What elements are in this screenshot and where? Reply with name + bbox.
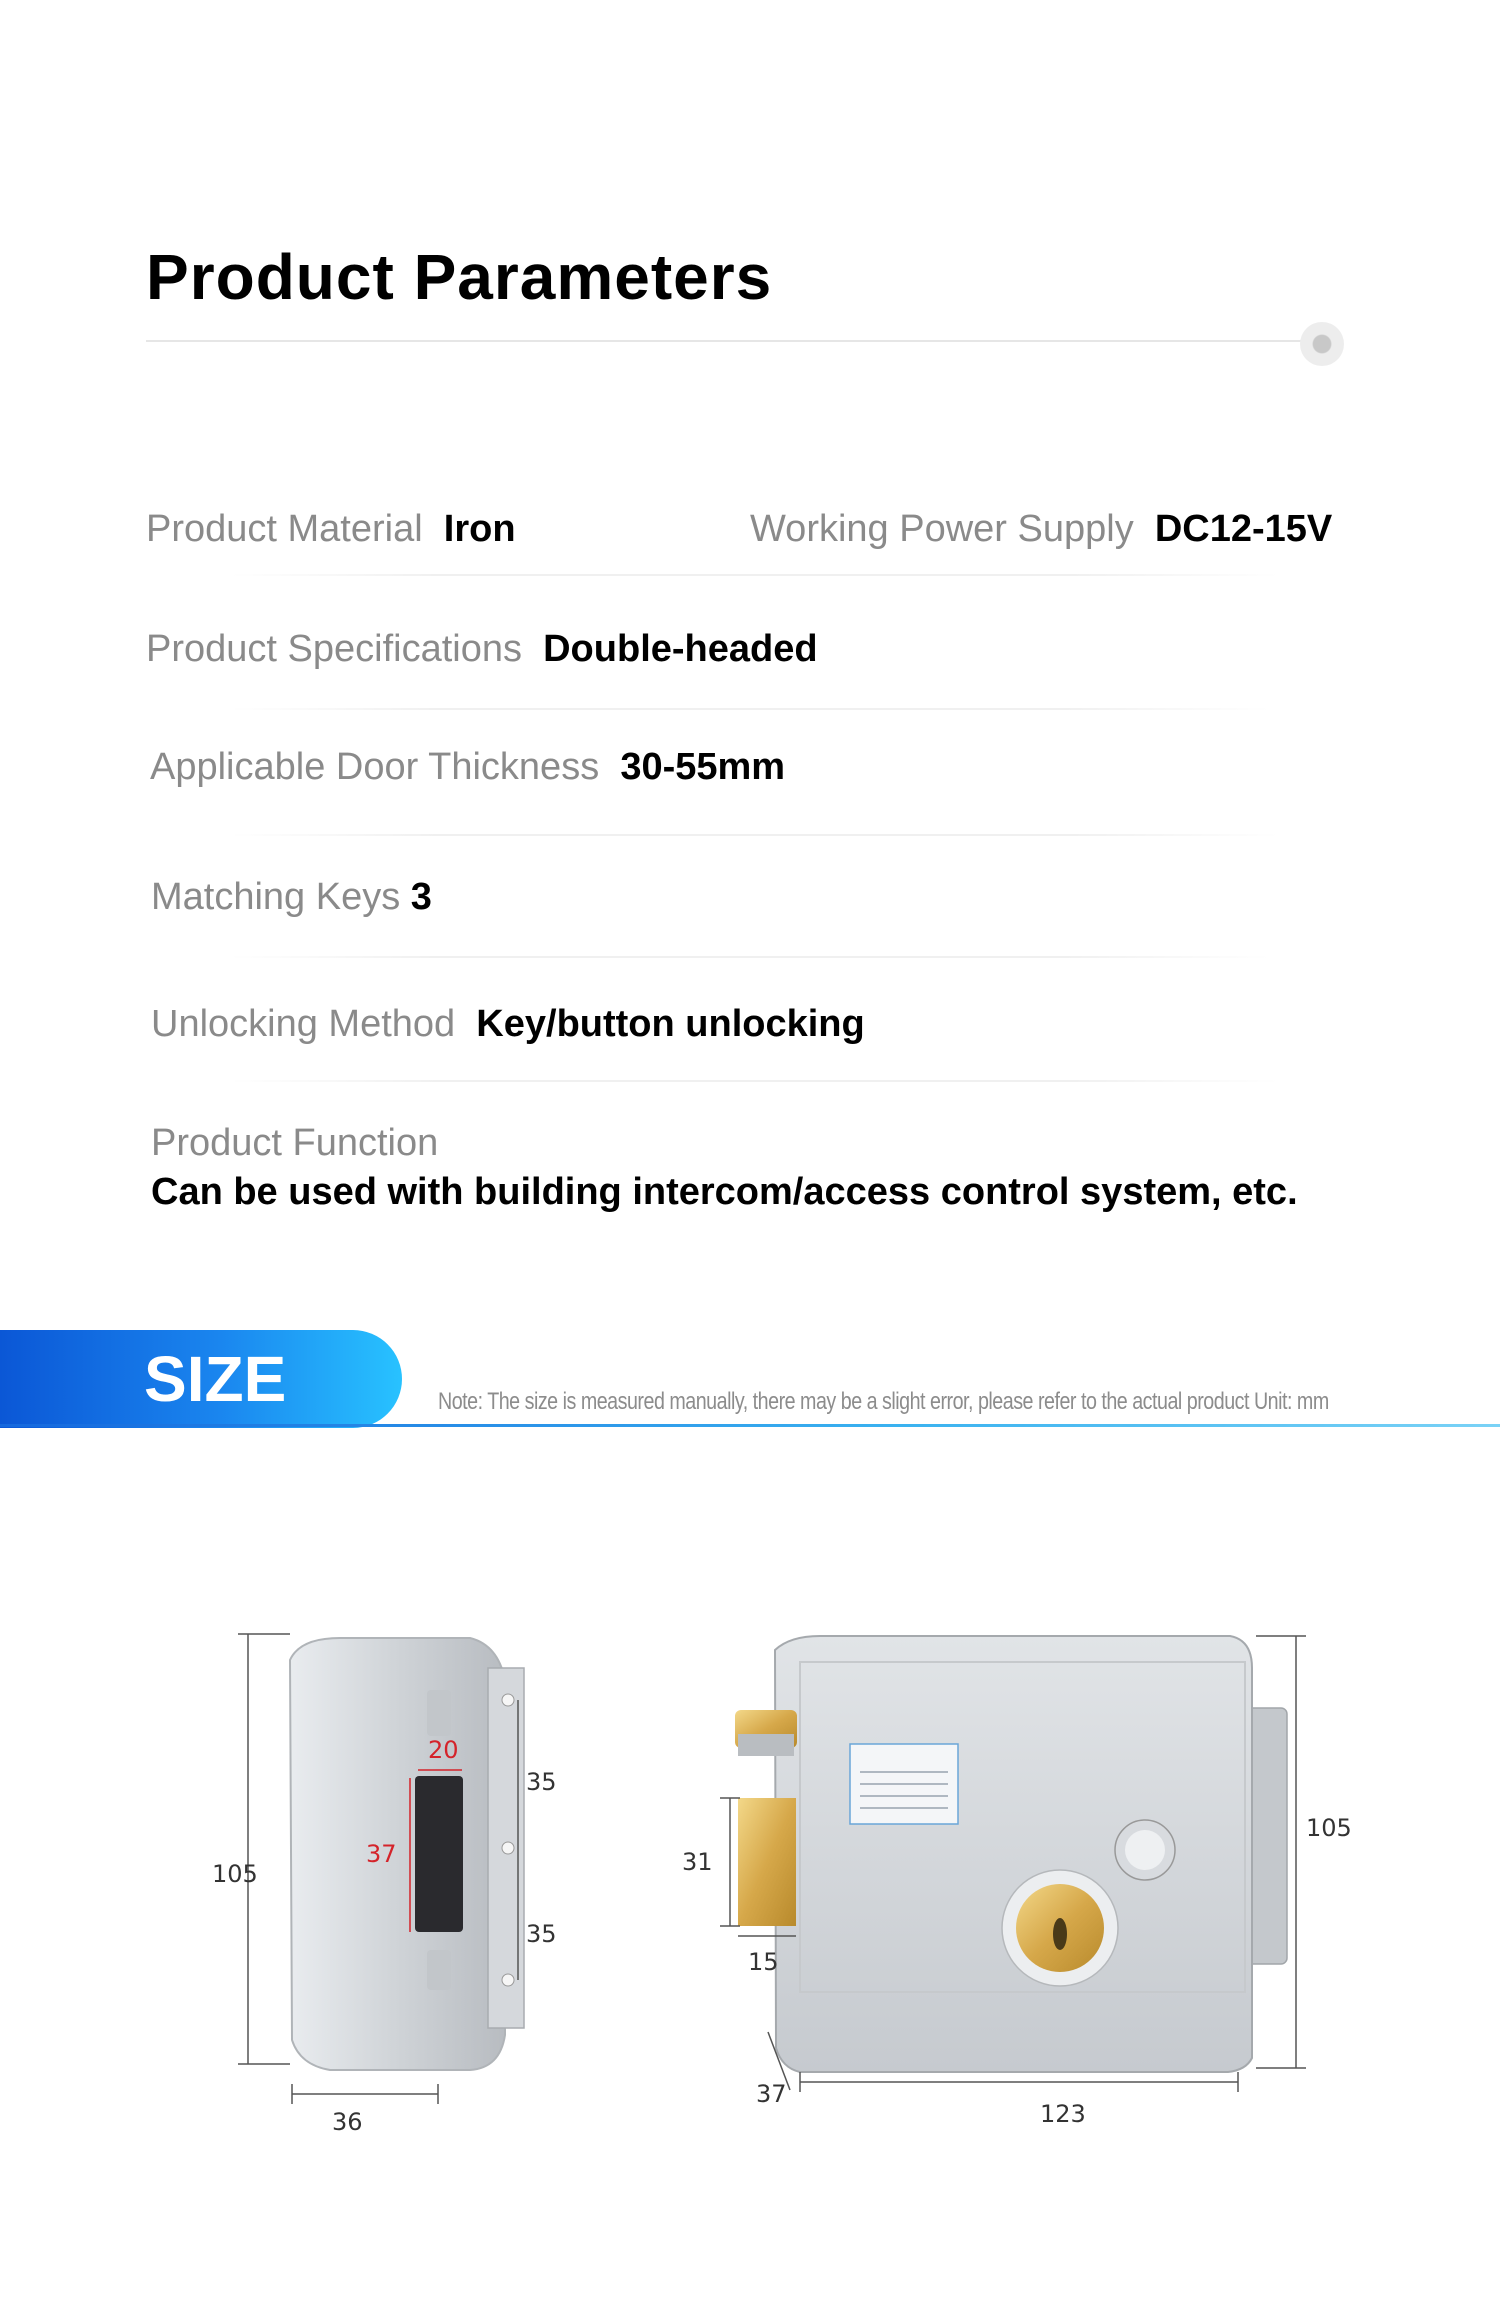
param-value: Can be used with building intercom/access control system, etc.: [151, 1171, 1298, 1213]
side-view-lock: [290, 1638, 524, 2070]
bolt-height-label: 31: [682, 1848, 713, 1876]
param-label: Product Function: [151, 1122, 439, 1164]
param-value: DC12-15V: [1154, 508, 1333, 550]
param-value: 30-55mm: [620, 746, 786, 788]
slot-height-label: 37: [366, 1840, 397, 1868]
depth-label: 37: [756, 2080, 787, 2108]
front-height-label: 105: [1306, 1814, 1352, 1842]
param-label: Product Specifications: [146, 628, 522, 670]
param-label: Product Material: [146, 508, 423, 550]
param-value: Iron: [443, 508, 516, 550]
slot-width-label: 20: [428, 1736, 459, 1764]
param-label: Matching Keys: [151, 876, 401, 918]
side-width-label: 36: [332, 2108, 363, 2136]
size-note: Note: The size is measured manually, there may be a slight error, please refer to the actual product Unit: mm: [438, 1388, 1329, 1415]
upper-gap-label: 35: [526, 1768, 557, 1796]
param-value: Double-headed: [543, 628, 818, 670]
param-label: Unlocking Method: [151, 1003, 456, 1045]
side-height-label: 105: [212, 1860, 258, 1888]
size-heading: SIZE: [144, 1343, 287, 1415]
param-label: Applicable Door Thickness: [150, 746, 600, 788]
lower-gap-label: 35: [526, 1920, 557, 1948]
param-label: Working Power Supply: [750, 508, 1134, 550]
param-value: Key/button unlocking: [476, 1003, 865, 1045]
front-width-label: 123: [1040, 2100, 1086, 2128]
front-view-lock: [735, 1636, 1287, 2072]
bolt-offset-label: 15: [748, 1948, 779, 1976]
param-value: 3: [410, 876, 432, 918]
page-title: Product Parameters: [146, 241, 773, 313]
